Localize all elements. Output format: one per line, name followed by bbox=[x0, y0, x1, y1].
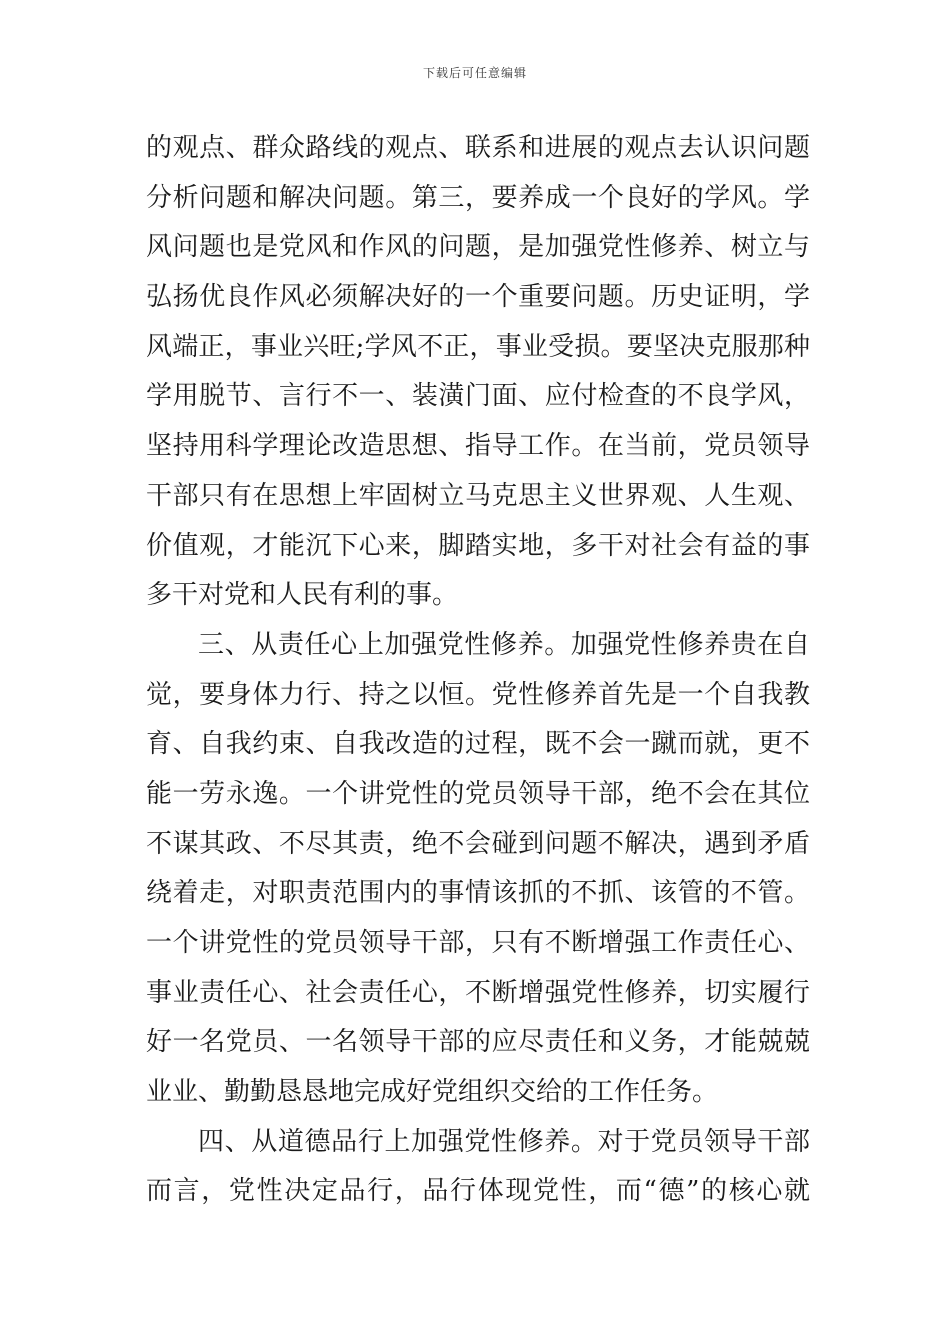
text-line: 学用脱节、言行不一、装潢门面、应付检查的不良学风， bbox=[146, 381, 810, 412]
page-header-note: 下载后可任意编辑 bbox=[422, 66, 527, 80]
text-line: 干部只有在思想上牢固树立马克思主义世界观、人生观、 bbox=[146, 480, 810, 511]
text-line: 育、自我约束、自我改造的过程，既不会一蹴而就，更不 bbox=[146, 729, 810, 760]
text-line: 业业、勤勤恳恳地完成好党组织交给的工作任务。 bbox=[146, 1077, 719, 1108]
text-line: 弘扬优良作风必须解决好的一个重要问题。历史证明，学 bbox=[146, 282, 810, 313]
text-line: 坚持用科学理论改造思想、指导工作。在当前，党员领导 bbox=[146, 431, 810, 462]
text-line: 风问题也是党风和作风的问题，是加强党性修养、树立与 bbox=[146, 232, 810, 263]
text-line: 绕着走，对职责范围内的事情该抓的不抓、该管的不管。 bbox=[146, 878, 810, 909]
text-line: 一个讲党性的党员领导干部，只有不断增强工作责任心、 bbox=[146, 928, 810, 958]
text-line: 觉，要身体力行、持之以恒。党性修养首先是一个自我教 bbox=[146, 679, 810, 710]
text-line: 能一劳永逸。一个讲党性的党员领导干部，绝不会在其位 bbox=[146, 778, 810, 809]
text-line: 三、从责任心上加强党性修养。加强党性修养贵在自 bbox=[198, 629, 810, 660]
text-line: 的观点、群众路线的观点、联系和进展的观点去认识问题 bbox=[146, 133, 810, 163]
text-line: 价值观，才能沉下心来，脚踏实地，多干对社会有益的事 bbox=[146, 530, 810, 561]
text-line: 而言，党性决定品行，品行体现党性，而“德”的核心就 bbox=[146, 1176, 810, 1207]
text-line: 分析问题和解决问题。第三，要养成一个良好的学风。学 bbox=[146, 182, 810, 213]
text-line: 好一名党员、一名领导干部的应尽责任和义务，才能兢兢 bbox=[146, 1027, 810, 1058]
text-line: 风端正，事业兴旺;学风不正，事业受损。要坚决克服那种 bbox=[146, 331, 810, 362]
text-line: 多干对党和人民有利的事。 bbox=[146, 580, 459, 611]
text-line: 四、从道德品行上加强党性修养。对于党员领导干部 bbox=[198, 1126, 810, 1157]
text-line: 事业责任心、社会责任心，不断增强党性修养，切实履行 bbox=[146, 977, 810, 1008]
text-line: 不谋其政、不尽其责，绝不会碰到问题不解决，遇到矛盾 bbox=[146, 828, 810, 859]
document-body bbox=[146, 128, 810, 1221]
